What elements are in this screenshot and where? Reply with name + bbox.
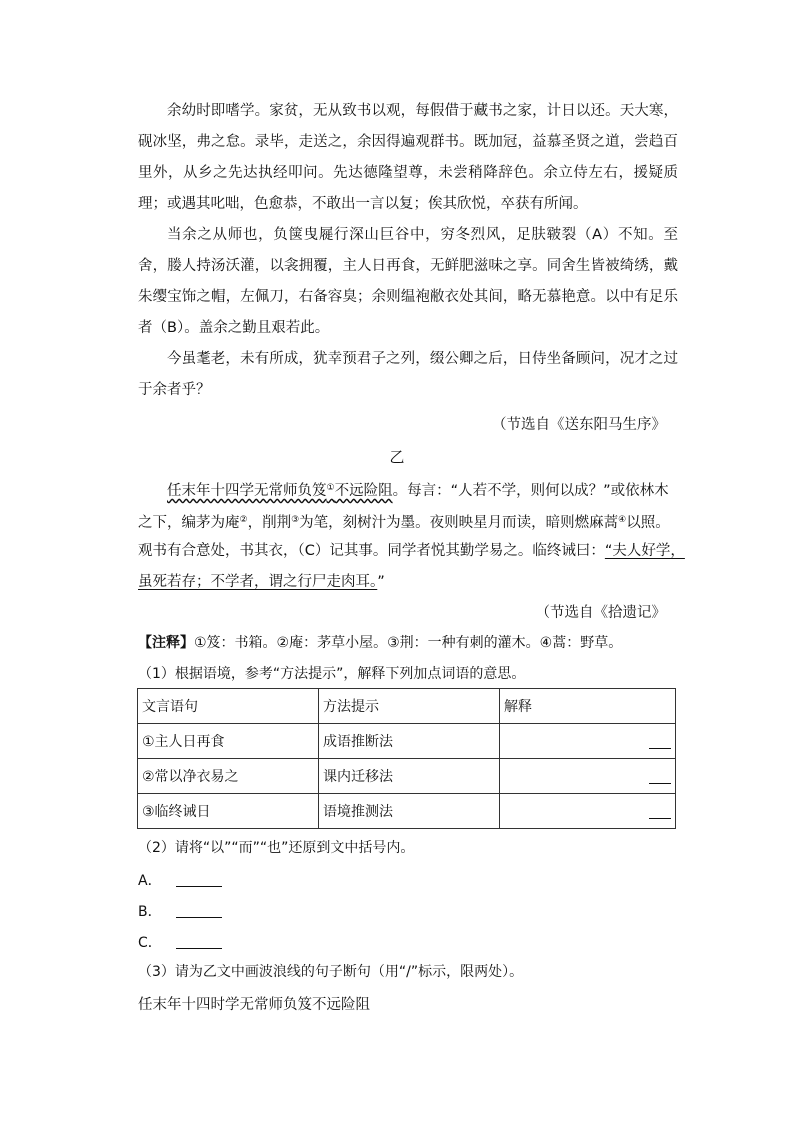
note-marker-4: ④ (618, 515, 627, 525)
q3-sentence: 任末年十四时学无常师负笈不远险阻 (138, 997, 370, 1013)
note-marker-3: ③ (291, 515, 300, 525)
jia-paragraph-3: 今虽耄老，未有所成，犹幸预君子之列，缀公卿之后，日侍坐备顾问，况才之过于余者乎？ (138, 351, 678, 398)
table-header-row (138, 689, 676, 724)
table-row (138, 759, 676, 794)
q2-option-c: C． (138, 932, 222, 952)
table-row (138, 794, 676, 829)
answer-blank[interactable] (176, 917, 222, 918)
answer-blank[interactable] (176, 886, 222, 887)
q1-prompt: （1）根据语境，参考“方法提示”，解释下列加点词语的意思。 (138, 666, 526, 682)
wavy-underlined-sentence: 任末年十四学无常师负笈①不远险阻 (167, 483, 393, 499)
underlined-quote-end: 虽死若存；不学者，谓之行尸走肉耳。 (138, 574, 378, 590)
note-marker-2: ② (239, 515, 248, 525)
header-sentence: 文言语句 (138, 689, 319, 724)
answer-blank[interactable] (649, 783, 671, 784)
yi-heading: 乙 (389, 448, 405, 466)
answer-cell[interactable] (500, 724, 676, 759)
answer-cell[interactable] (500, 759, 676, 794)
yi-source: （节选自《拾遗记》 (535, 605, 666, 621)
row-sentence: ②常以净衣易之 (138, 759, 319, 794)
q2-option-a: A． (138, 870, 222, 890)
answer-blank[interactable] (176, 948, 222, 949)
jia-paragraph-2: 当余之从师也，负箧曳屣行深山巨谷中，穷冬烈风，足肤皲裂（A）不知。至舍，媵人持汤沃灌，以衾拥覆，主人日再食，无鲜肥滋味之享。同舍生皆被绮绣，戴朱缨宝饰之帽，左佩刀，右备容臭；余则缊袍敝衣处其间，略无慕艳意。以中有足乐者（B）。盖余之勤且艰若此。 (138, 227, 678, 336)
answer-blank[interactable] (649, 818, 671, 819)
notes (138, 633, 622, 653)
underlined-quote-start: “夫人好学， (604, 543, 685, 559)
q1-table (137, 688, 676, 829)
yi-line-4: 虽死若存；不学者，谓之行尸走肉耳。” (138, 574, 385, 590)
answer-blank[interactable] (649, 748, 671, 749)
q2-prompt: （2）请将“以”“而”“也”还原到文中括号内。 (138, 840, 415, 856)
yi-line-2: 之下，编茅为庵②，削荆③为笔，刻树汁为墨。夜则映星月而读，暗则燃麻蒿④以照。 (138, 515, 670, 531)
note-marker-1: ① (326, 483, 335, 493)
q2-option-b: B． (138, 901, 222, 921)
notes-label: 【注释】 (138, 635, 194, 651)
header-method: 方法提示 (319, 689, 500, 724)
answer-cell[interactable] (500, 794, 676, 829)
row-sentence: ③临终诫日 (138, 794, 319, 829)
q3-prompt: （3）请为乙文中画波浪线的句子断句（用“/”标示，限两处）。 (138, 964, 524, 980)
row-method: 成语推断法 (319, 724, 500, 759)
jia-source: （节选自《送东阳马生序》 (492, 417, 666, 433)
row-method: 语境推测法 (319, 794, 500, 829)
table-row (138, 724, 676, 759)
header-answer: 解释 (500, 689, 676, 724)
yi-line-1: 任末年十四学无常师负笈①不远险阻。每言：“人若不学，则何以成？”或依林木 (167, 483, 669, 499)
row-sentence: ①主人日再食 (138, 724, 319, 759)
yi-line-3: 观书有合意处，书其衣，（C）记其事。同学者悦其勤学易之。临终诫曰：“夫人好学， (138, 543, 685, 559)
jia-paragraph-1: 余幼时即嗜学。家贫，无从致书以观，每假借于藏书之家，计日以还。天大寒，砚冰坚，弗之怠。录毕，走送之，余因得遍观群书。既加冠，益慕圣贤之道，尝趋百里外，从乡之先达执经叩问。先达德隆望尊，未尝稍降辞色。余立侍左右，援疑质理；或遇其叱咄，色愈恭，不敢出一言以复；俟其欣悦，卒获有所闻。 (138, 103, 678, 212)
notes-text: ①笈：书箱。②庵：茅草小屋。③荆：一种有刺的灌木。④蒿：野草。 (194, 635, 623, 651)
row-method: 课内迁移法 (319, 759, 500, 794)
